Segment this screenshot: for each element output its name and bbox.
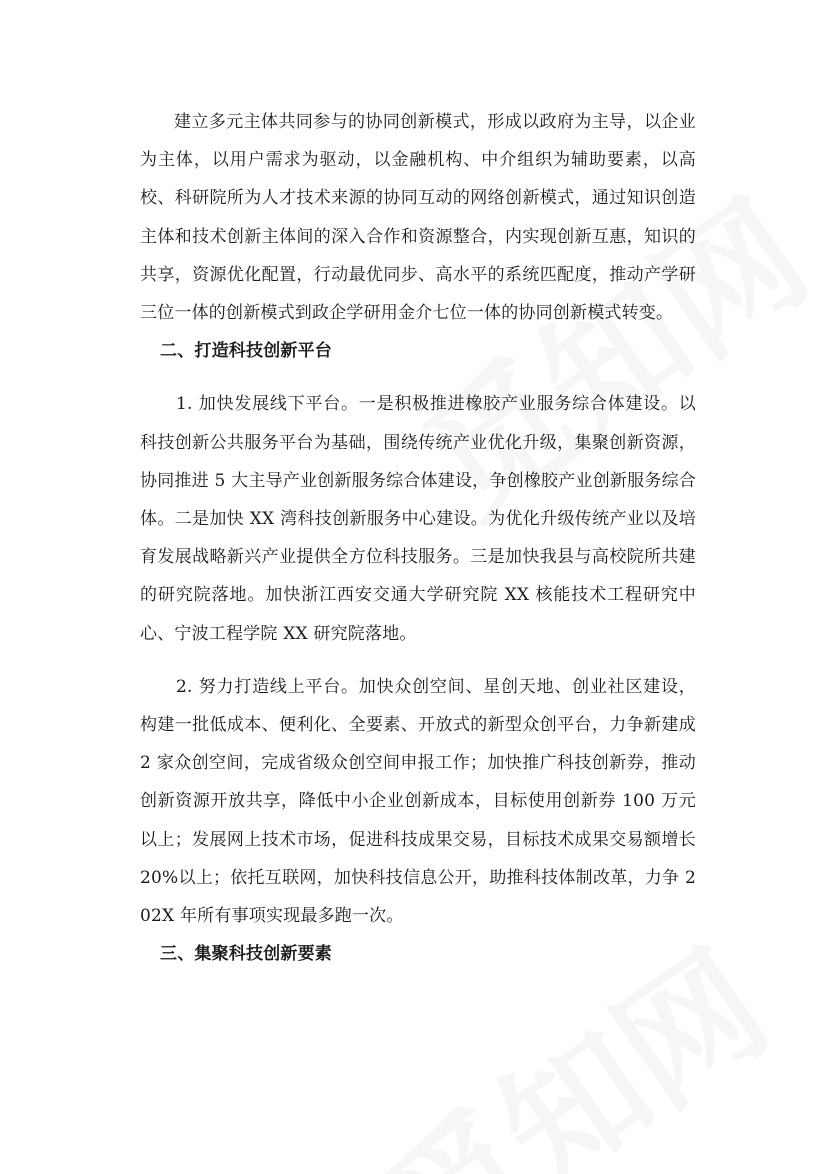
paragraph-online-platform: 2. 努力打造线上平台。加快众创空间、星创天地、创业社区建设，构建一批低成本、便利化、全要素、开放式的新型众创平台，力争新建成 2 家众创空间，完成省级众创空间申报工作；加快推广科技创新券，推动创新资源开放共享，降低中小企业创新成本，目标使用创新券 100 万元以上；发展网上技术市场，促进科技成果交易，目标技术成果交易额增长 20%以上；依托互联网，加快科技信息公开，助推科技体制改革，力争 202X 年所有事项实现最多跑一次。 — [140, 676, 696, 927]
section-heading-3: 三、集聚科技创新要素 — [160, 944, 332, 965]
paragraph-collaborative-innovation: 建立多元主体共同参与的协同创新模式，形成以政府为主导，以企业为主体，以用户需求为驱动，以金融机构、中介组织为辅助要素，以高校、科研院所为人才技术来源的协同互动的网络创新模式，通过知识创造主体和技术创新主体间的深入合作和资源整合，内实现创新互惠，知识的共享，资源优化配置，行动最优同步、高水平的系统匹配度，推动产学研三位一体的创新模式到政企学研用金介七位一体的协同创新模式转变。 — [140, 112, 696, 324]
section-heading-2: 二、打造科技创新平台 — [160, 341, 332, 362]
paragraph-offline-platform: 1. 加快发展线下平台。一是积极推进橡胶产业服务综合体建设。以科技创新公共服务平台为基础，围绕传统产业优化升级，集聚创新资源，协同推进 5 大主导产业创新服务综合体建设，争创橡胶产业创新服务综合体。二是加快 XX 湾科技创新服务中心建设。为优化升级传统产业以及培育发展战略新兴产业提供全方位科技服务。三是加快我县与高校院所共建的研究院落地。加快浙江西安交通大学研究院 XX 核能技术工程研究中心、宁波工程学院 XX 研究院落地。 — [140, 394, 696, 644]
document-body — [140, 103, 696, 973]
